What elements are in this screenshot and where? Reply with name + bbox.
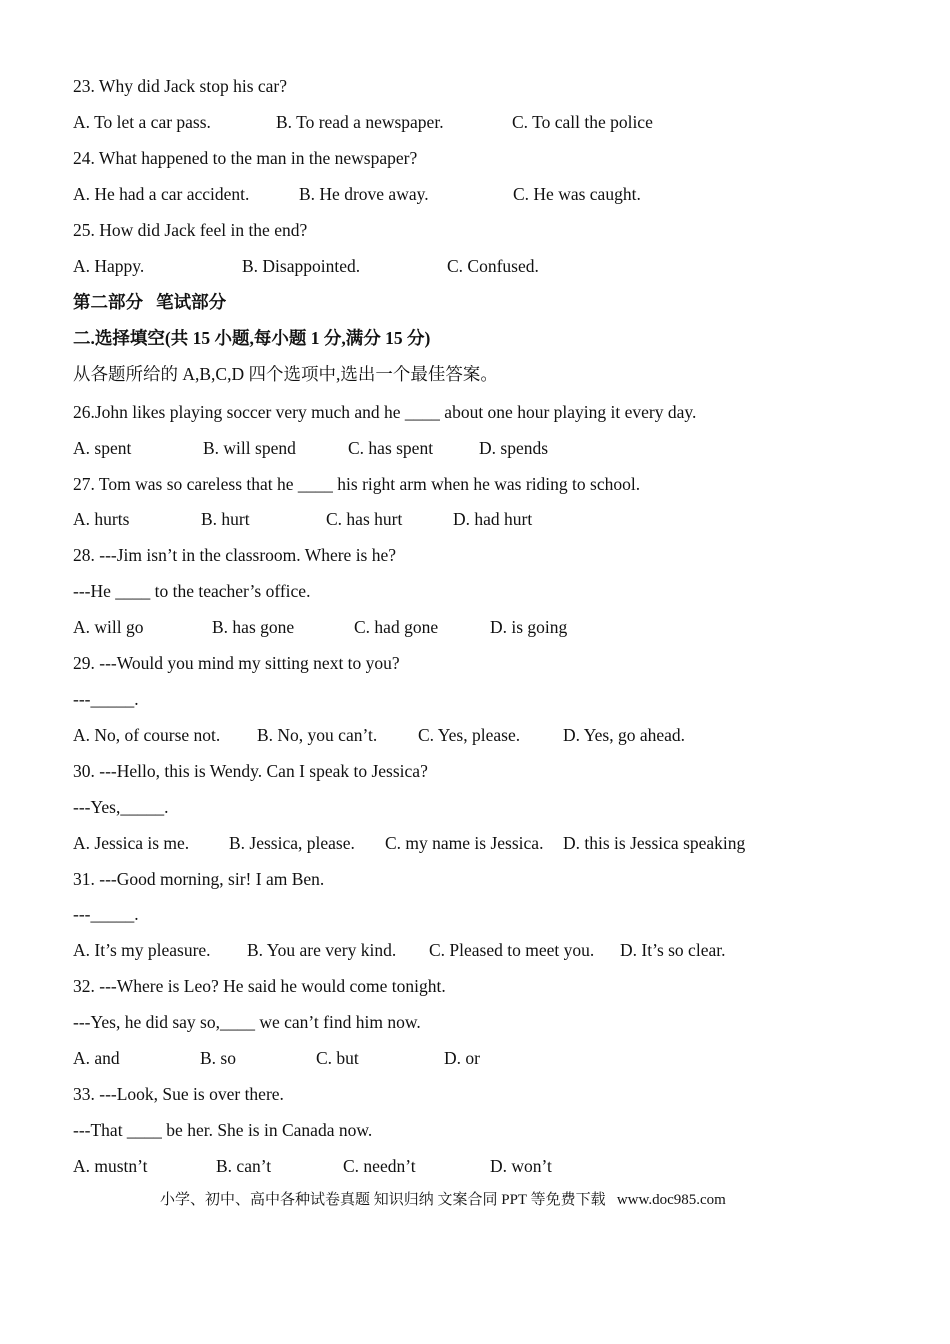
option-32-a: A. and (73, 1048, 120, 1068)
option-29-a: A. No, of course not. (73, 725, 221, 745)
question-27: 27. Tom was so careless that he ____ his right arm when he was riding to school. (73, 474, 641, 494)
option-26-a: A. spent (73, 438, 132, 458)
question-25: 25. How did Jack feel in the end? (73, 220, 308, 240)
option-33-d: D. won’t (490, 1156, 552, 1176)
option-29-d: D. Yes, go ahead. (563, 725, 686, 745)
option-24-c: C. He was caught. (513, 184, 641, 204)
question-24: 24. What happened to the man in the newspaper? (73, 148, 418, 168)
question-28: 28. ---Jim isn’t in the classroom. Where is he? (73, 545, 397, 565)
part-heading: 第二部分 笔试部分 (73, 292, 227, 312)
option-28-c: C. had gone (354, 617, 439, 637)
question-29-response: ---_____. (73, 689, 139, 709)
option-29-c: C. Yes, please. (418, 725, 521, 745)
option-30-c: C. my name is Jessica. (385, 833, 544, 853)
option-30-a: A. Jessica is me. (73, 833, 190, 853)
option-25-a: A. Happy. (73, 256, 145, 276)
option-32-c: C. but (316, 1048, 359, 1068)
page-footer: 小学、初中、高中各种试卷真题 知识归纳 文案合同 PPT 等免费下载 www.doc985.com (160, 1192, 726, 1208)
option-23-c: C. To call the police (512, 112, 653, 132)
option-26-d: D. spends (479, 438, 549, 458)
option-24-b: B. He drove away. (299, 184, 429, 204)
question-33-response: ---That ____ be her. She is in Canada now. (73, 1120, 373, 1140)
option-26-c: C. has spent (348, 438, 434, 458)
option-28-b: B. has gone (212, 617, 295, 637)
option-28-d: D. is going (490, 617, 568, 637)
option-27-c: C. has hurt (326, 509, 403, 529)
option-23-b: B. To read a newspaper. (276, 112, 444, 132)
option-30-b: B. Jessica, please. (229, 833, 355, 853)
question-33: 33. ---Look, Sue is over there. (73, 1084, 284, 1104)
option-33-c: C. needn’t (343, 1156, 416, 1176)
question-30-response: ---Yes,_____. (73, 797, 169, 817)
option-31-d: D. It’s so clear. (620, 940, 726, 960)
option-31-b: B. You are very kind. (247, 940, 397, 960)
question-30: 30. ---Hello, this is Wendy. Can I speak to Jessica? (73, 761, 428, 781)
question-31-response: ---_____. (73, 904, 139, 924)
question-32: 32. ---Where is Leo? He said he would come tonight. (73, 976, 446, 996)
option-31-a: A. It’s my pleasure. (73, 940, 211, 960)
question-32-response: ---Yes, he did say so,____ we can’t find him now. (73, 1012, 421, 1032)
option-32-d: D. or (444, 1048, 480, 1068)
question-26: 26.John likes playing soccer very much and he ____ about one hour playing it every day. (73, 402, 697, 422)
option-25-b: B. Disappointed. (242, 256, 361, 276)
option-31-c: C. Pleased to meet you. (429, 940, 595, 960)
question-28-response: ---He ____ to the teacher’s office. (73, 581, 311, 601)
option-33-b: B. can’t (216, 1156, 272, 1176)
option-32-b: B. so (200, 1048, 236, 1068)
option-25-c: C. Confused. (447, 256, 539, 276)
section-heading: 二.选择填空(共 15 小题,每小题 1 分,满分 15 分) (73, 328, 431, 348)
option-26-b: B. will spend (203, 438, 296, 458)
option-33-a: A. mustn’t (73, 1156, 148, 1176)
option-24-a: A. He had a car accident. (73, 184, 250, 204)
option-27-a: A. hurts (73, 509, 130, 529)
option-30-d: D. this is Jessica speaking (563, 833, 746, 853)
option-28-a: A. will go (73, 617, 144, 637)
option-23-a: A. To let a car pass. (73, 112, 211, 132)
question-31: 31. ---Good morning, sir! I am Ben. (73, 869, 325, 889)
option-29-b: B. No, you can’t. (257, 725, 378, 745)
question-29: 29. ---Would you mind my sitting next to you? (73, 653, 400, 673)
option-27-b: B. hurt (201, 509, 250, 529)
option-27-d: D. had hurt (453, 509, 533, 529)
question-23: 23. Why did Jack stop his car? (73, 76, 288, 96)
section-instruction: 从各题所给的 A,B,C,D 四个选项中,选出一个最佳答案。 (73, 364, 498, 384)
